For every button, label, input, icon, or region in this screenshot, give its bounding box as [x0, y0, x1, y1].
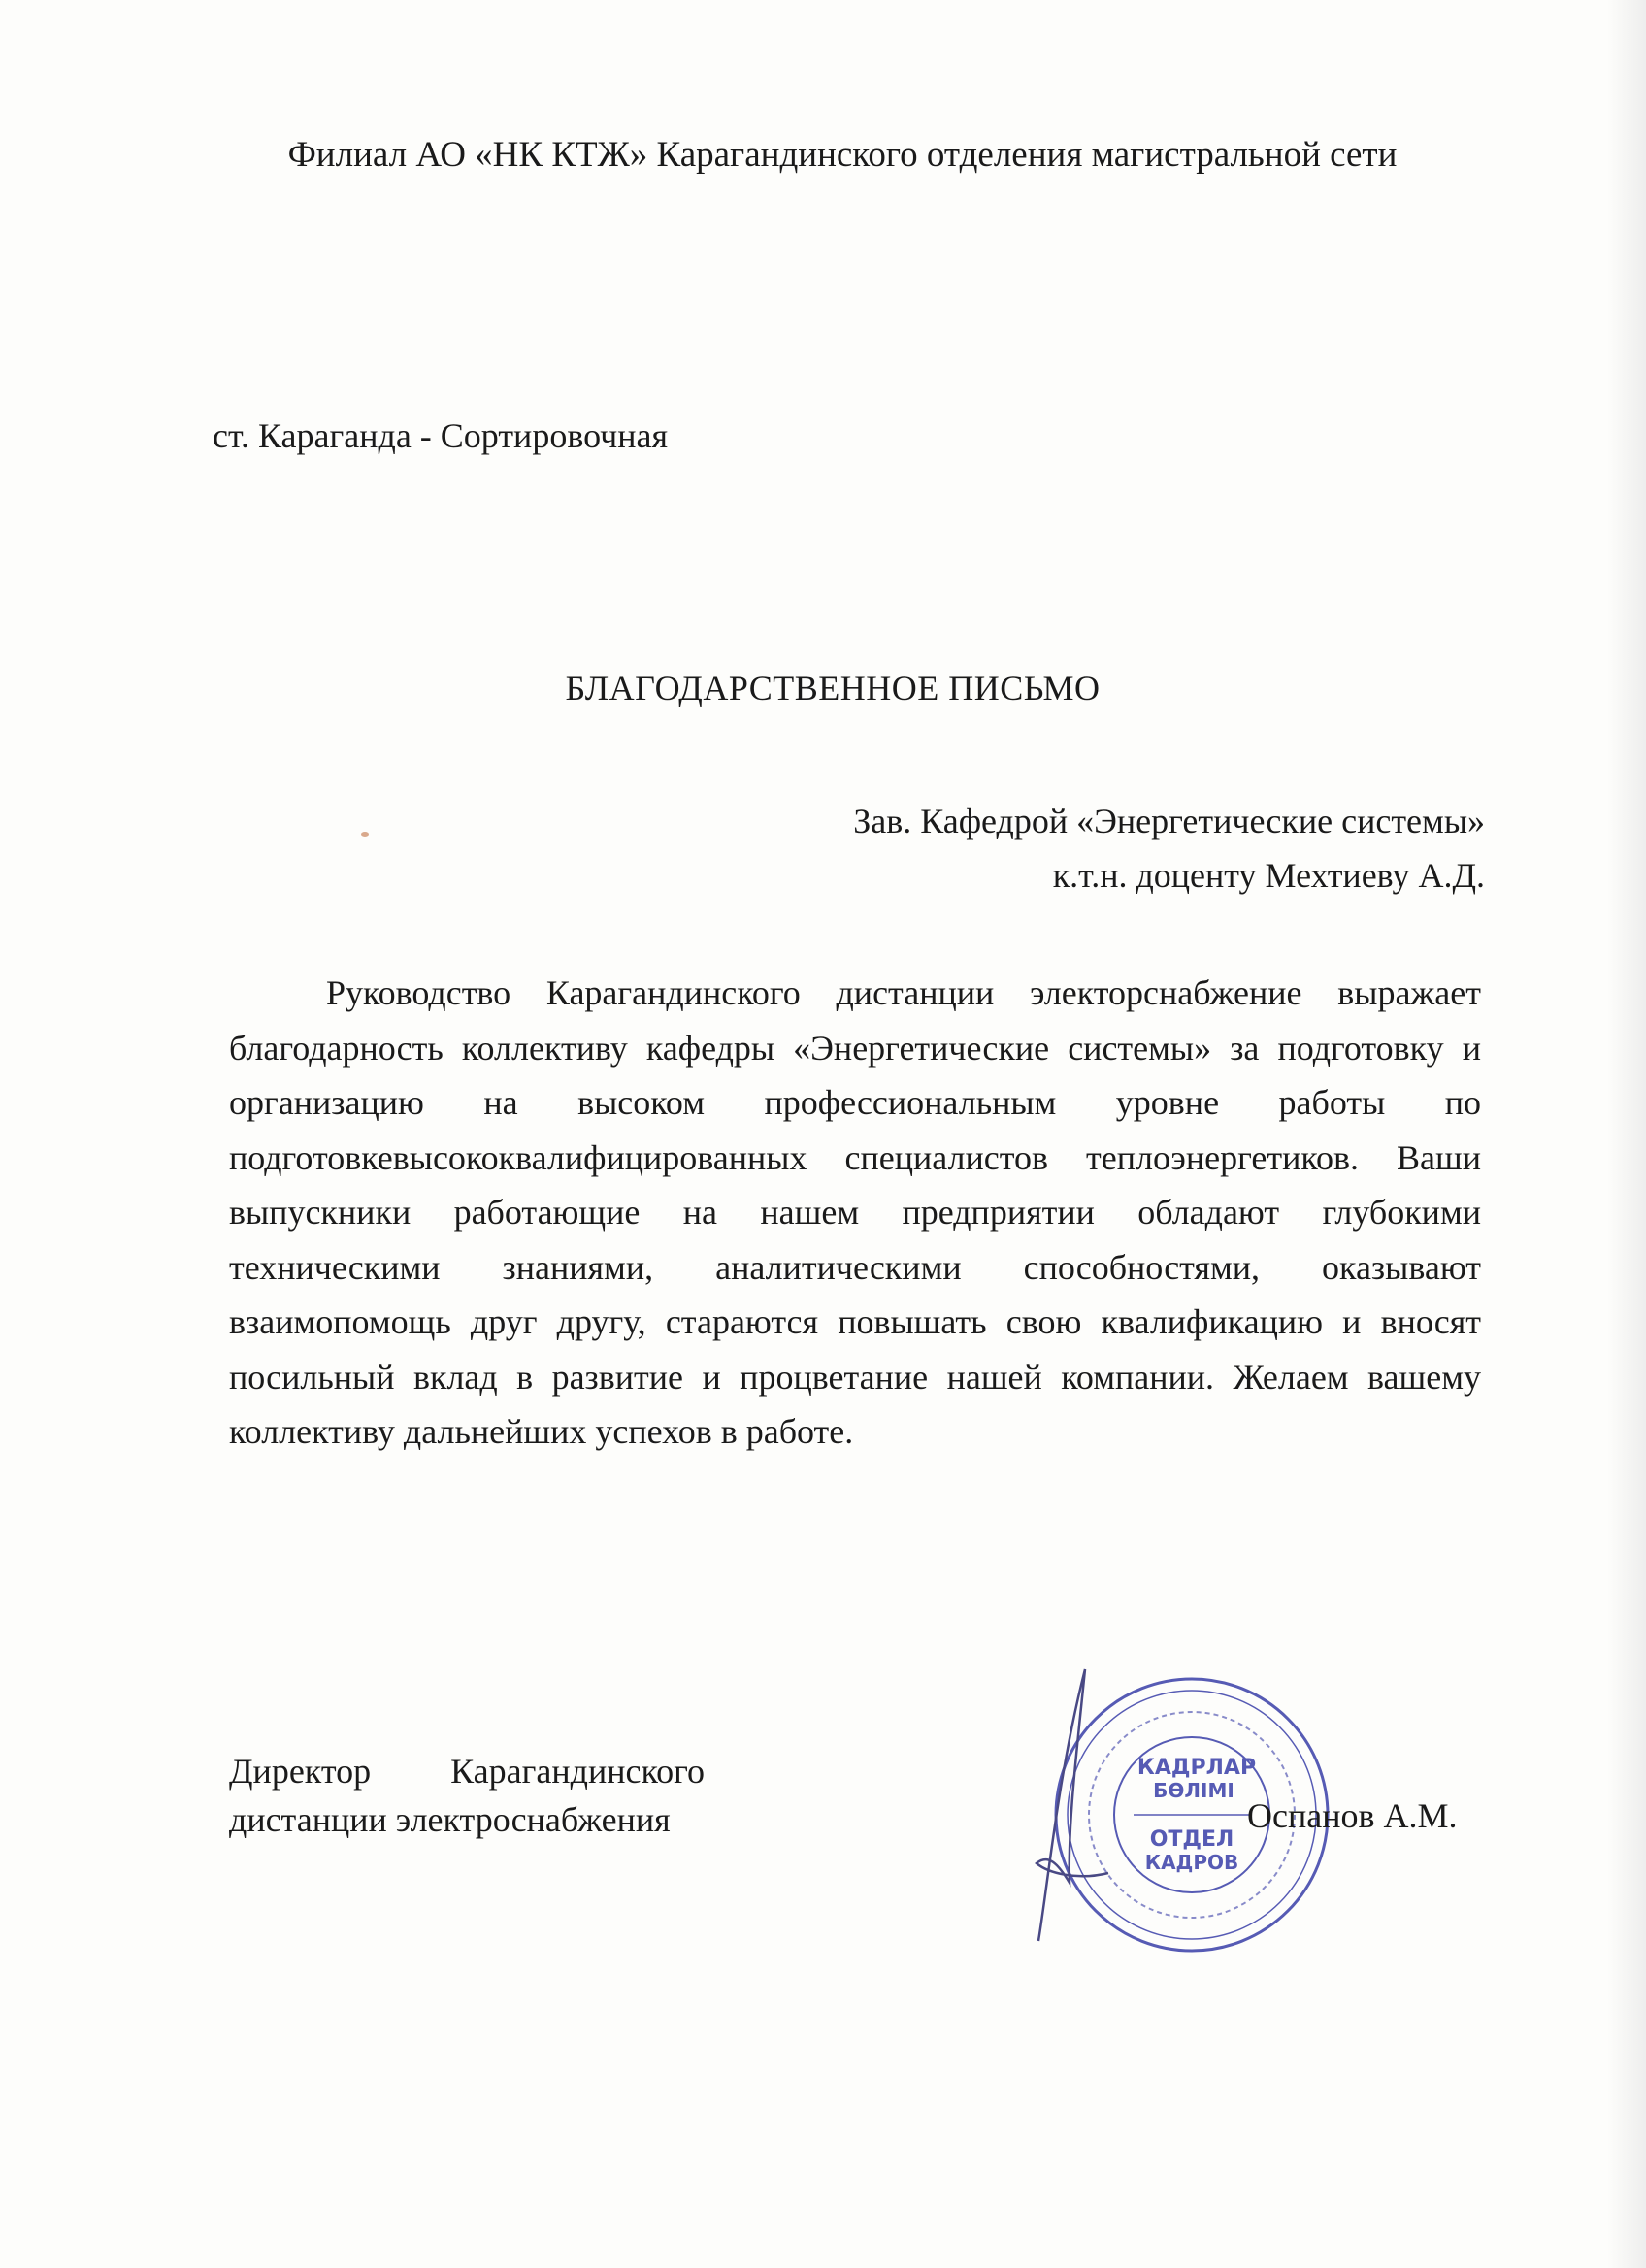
handwritten-signature — [1037, 1669, 1108, 1941]
stamp-text-line-4: КАДРОВ — [1144, 1851, 1239, 1874]
organization-header: Филиал АО «НК КТЖ» Карагандинского отделения магистральной сети — [287, 135, 1398, 175]
stamp-text-line-1: КАДРЛАР — [1136, 1756, 1257, 1780]
position-word-director: Директор — [229, 1752, 372, 1791]
signatory-position-line-1 — [229, 1747, 705, 1795]
signatory-name: Оспанов А.М. — [1247, 1796, 1458, 1835]
scan-edge-shadow — [1607, 0, 1646, 2268]
addressee-line-2: к.т.н. доценту Мехтиеву А.Д. — [1052, 856, 1485, 895]
addressee-line-1: Зав. Кафедрой «Энергетические системы» — [853, 802, 1485, 840]
stamp-text-line-2: БӨЛІМІ — [1153, 1779, 1234, 1802]
position-word-karaganda: Карагандинского — [450, 1752, 705, 1791]
letter-body: Руководство Карагандинского дистанции электорснабжение выражает благодарность коллективу кафедры «Энергетические системы» за подготовку и организацию на высоком профессиональным уровне работы по подготовкевысококвалифицированных специалистов теплоэнергетиков. Ваши выпускники работающие на нашем предприятии обладают глубокими техническими знаниями, аналитическими способностями, оказывают взаимопомощь друг другу, стараются повышать свою квалификацию и вносят посильный вклад в развитие и процветание нашей компании. Желаем вашему коллективу дальнейших успехов в работе. — [229, 973, 1481, 1451]
station-name: ст. Караганда - Сортировочная — [213, 416, 669, 455]
addressee-block — [853, 794, 1485, 903]
scan-speck — [361, 832, 369, 837]
signatory-position — [229, 1747, 705, 1844]
letter-title: БЛАГОДАРСТВЕННОЕ ПИСЬМО — [565, 669, 1101, 707]
signatory-position-line-2: дистанции электроснабжения — [229, 1800, 671, 1839]
stamp-text-line-3: ОТДЕЛ — [1149, 1827, 1234, 1852]
